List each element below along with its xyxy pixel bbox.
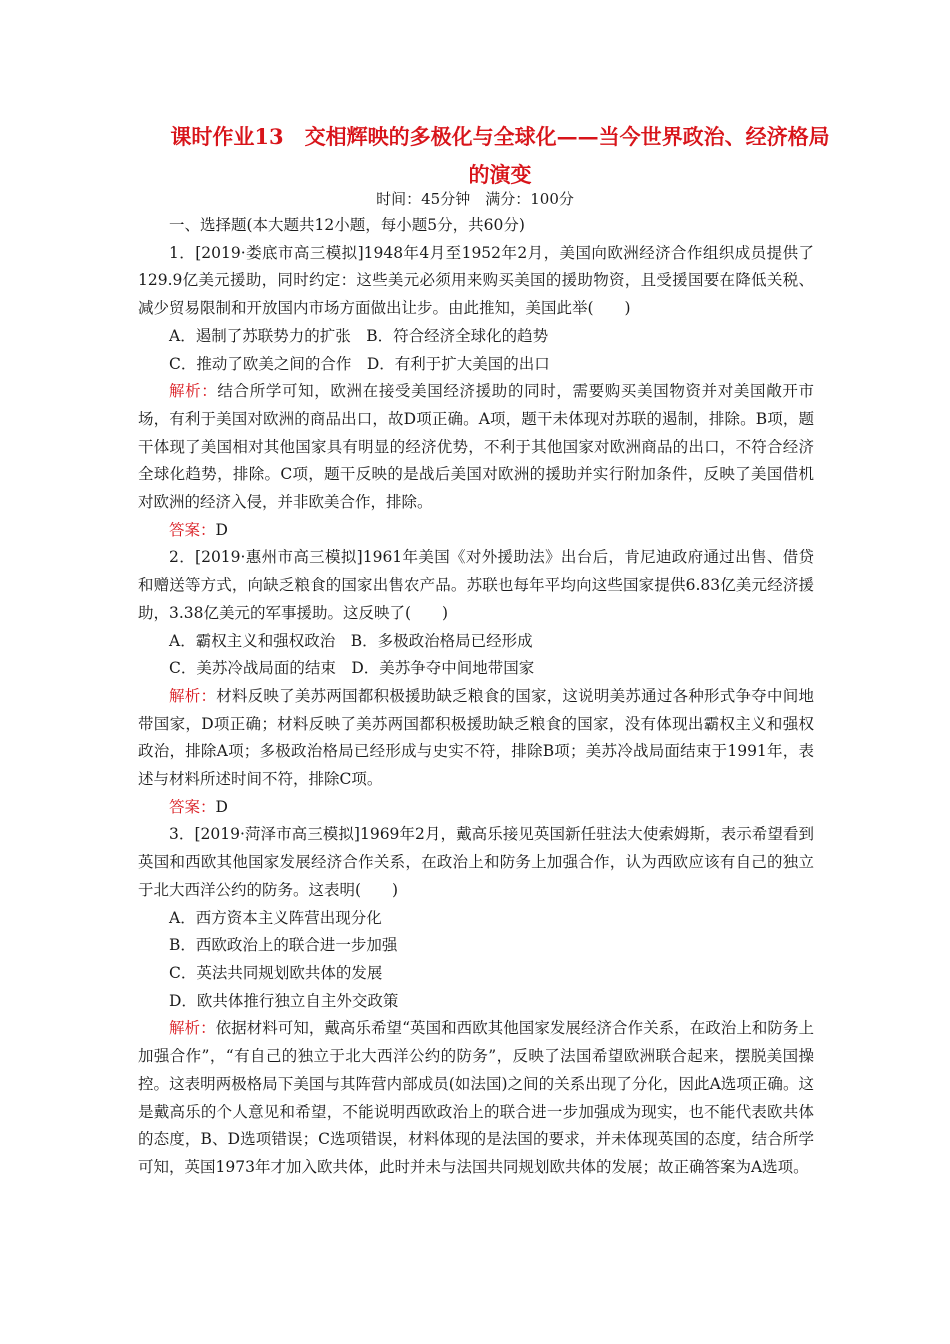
question-3-stem: 3．[2019·菏泽市高三模拟]1969年2月，戴高乐接见英国新任驻法大使索姆斯，表示希望看到英国和西欧其他国家发展经济合作关系，在政治上和防务上加强合作，认为西欧应该有自己的独立于北大西洋公约的防务。这表明( ) xyxy=(138,825,814,899)
question-1-analysis xyxy=(138,378,814,517)
question-2-analysis-text: 材料反映了美苏两国都积极援助缺乏粮食的国家，这说明美苏通过各种形式争夺中间地带国家，D项正确；材料反映了美苏两国都积极援助缺乏粮食的国家，没有体现出霸权主义和强权政治，排除A项；多极政治格局已经形成与史实不符，排除B项；美苏冷战局面结束于1991年，表述与材料所述时间不符，排除C项。 xyxy=(138,686,814,789)
analysis-label: 解析： xyxy=(169,382,218,401)
question-3-option-b: B．西欧政治上的联合进一步加强 xyxy=(169,936,398,955)
question-3-option-c: C．英法共同规划欧共体的发展 xyxy=(169,963,383,982)
question-1-answer-value: D xyxy=(215,520,228,539)
section-heading: 一、选择题(本大题共12小题，每小题5分，共60分) xyxy=(169,216,525,234)
page-title: 课时作业13 交相辉映的多极化与全球化——当今世界政治、经济格局的演变 xyxy=(170,124,830,187)
question-2-analysis xyxy=(138,683,814,794)
question-2-answer-value: D xyxy=(215,797,228,816)
question-2-answer xyxy=(138,794,814,822)
answer-label: 答案： xyxy=(169,520,216,539)
document-body xyxy=(138,212,814,1182)
analysis-label: 解析： xyxy=(169,686,217,705)
question-3-option-a: A．西方资本主义阵营出现分化 xyxy=(169,908,382,927)
question-1-analysis-text: 结合所学可知，欧洲在接受美国经济援助的同时，需要购买美国物资并对美国敞开市场，有利于美国对欧洲的商品出口，故D项正确。A项，题干未体现对苏联的遏制，排除。B项，题干体现了美国相对其他国家具有明显的经济优势，不利于其他国家对欧洲商品的出口，不符合经济全球化趋势，排除。C项，题干反映的是战后美国对欧洲的援助并实行附加条件，反映了美国借机对欧洲的经济入侵，并非欧美合作，排除。 xyxy=(138,382,814,512)
question-2-options-row-1: A．霸权主义和强权政治 B．多极政治格局已经形成 xyxy=(169,631,533,650)
question-2-options-row-2: C．美苏冷战局面的结束 D．美苏争夺中间地带国家 xyxy=(169,659,535,678)
question-3-analysis-text: 依据材料可知，戴高乐希望“英国和西欧其他国家发展经济合作关系，在政治上和防务上加强合作”，“有自己的独立于北大西洋公约的防务”，反映了法国希望欧洲联合起来，摆脱美国操控。这表明两极格局下美国与其阵营内部成员(如法国)之间的关系出现了分化，因此A选项正确。这是戴高乐的个人意见和希望，不能说明西欧政治上的联合进一步加强成为现实，也不能代表欧共体的态度，B、D选项错误；C选项错误，材料体现的是法国的要求，并未体现英国的态度，结合所学可知，英国1973年才加入欧共体，此时并未与法国共同规划欧共体的发展；故正确答案为A选项。 xyxy=(138,1019,814,1176)
answer-label: 答案： xyxy=(169,797,216,816)
exam-meta: 时间：45分钟 满分：100分 xyxy=(376,190,574,208)
question-3-option-d: D．欧共体推行独立自主外交政策 xyxy=(169,991,399,1010)
question-3-analysis xyxy=(138,1015,814,1181)
question-2-stem: 2．[2019·惠州市高三模拟]1961年美国《对外援助法》出台后，肯尼迪政府通过出售、借贷和赠送等方式，向缺乏粮食的国家出售农产品。苏联也每年平均向这些国家提供6.83亿美元经济援助，3.38亿美元的军事援助。这反映了( ) xyxy=(138,548,814,622)
question-1-options-row-1: A．遏制了苏联势力的扩张 B．符合经济全球化的趋势 xyxy=(169,326,549,345)
question-1-options-row-2: C．推动了欧美之间的合作 D．有利于扩大美国的出口 xyxy=(169,354,550,373)
analysis-label: 解析： xyxy=(169,1019,216,1038)
question-1-answer xyxy=(138,517,814,545)
question-1-stem: 1．[2019·娄底市高三模拟]1948年4月至1952年2月，美国向欧洲经济合作组织成员提供了129.9亿美元援助，同时约定：这些美元必须用来购买美国的援助物资，且受援国要在降低关税、减少贸易限制和开放国内市场方面做出让步。由此推知，美国此举( ) xyxy=(138,243,814,318)
